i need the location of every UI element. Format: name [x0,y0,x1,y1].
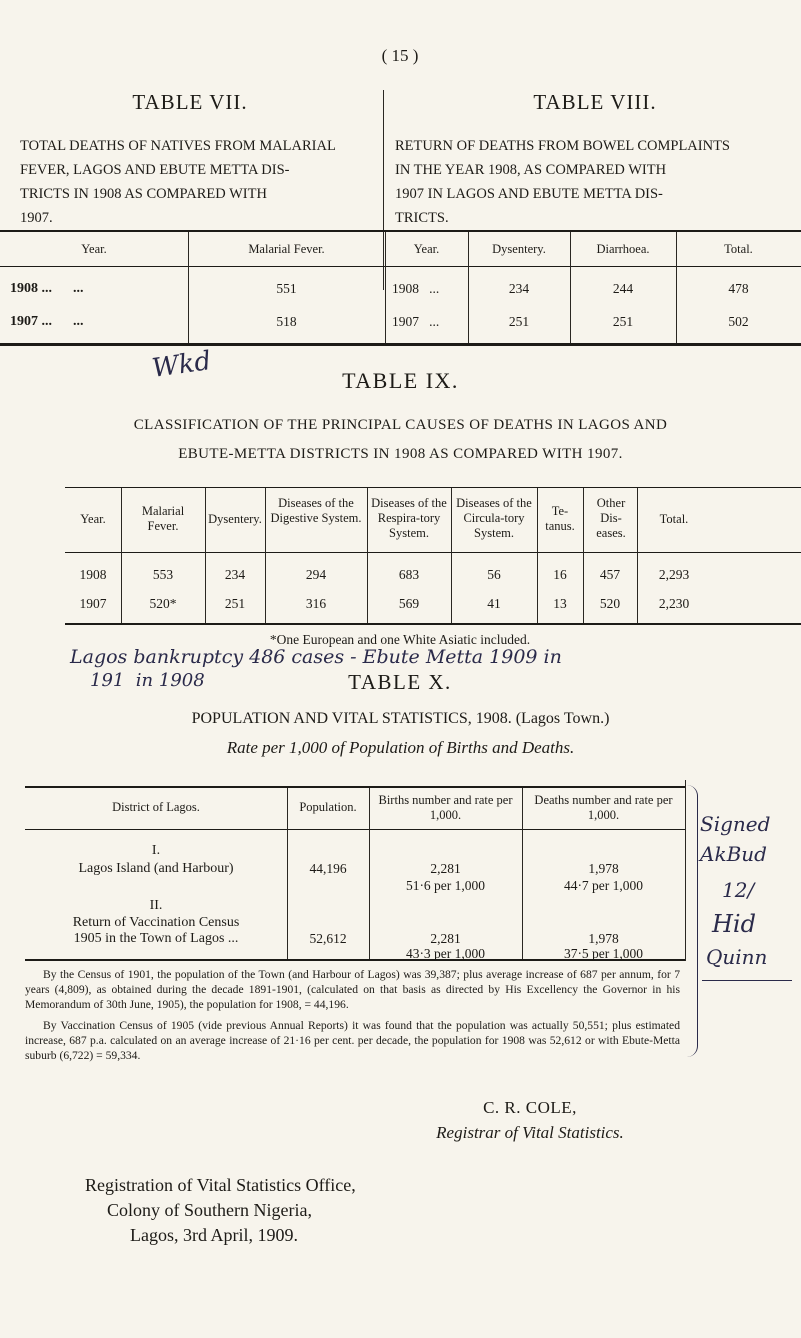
margin-note: 12/ [722,878,755,902]
table10-deaths: 1,978 [588,861,619,876]
table10-col-deaths: Deaths number and rate per 1,000. [534,793,673,822]
table10-row-num: II. [149,898,163,913]
table8-heading-line: IN THE YEAR 1908, AS COMPARED WITH [395,162,667,178]
table8-title: TABLE VIII. [533,90,657,114]
table9-cell: 520 [599,596,621,611]
table8-heading [395,134,795,230]
table9-cell: 2,293 [658,567,690,582]
table10-deaths: 1,978 [588,931,619,946]
table9-cell: 457 [599,567,621,582]
table10-deaths-rate: 44·7 per 1,000 [563,878,644,893]
table9-cell: 683 [398,567,420,582]
table9-col-circulatory: Diseases of the Circula-tory System. [456,496,532,540]
table7-col-malarial: Malarial Fever. [248,242,325,256]
table8-row-diarrhoea: 251 [612,314,634,329]
table10-row-label: 1905 in the Town of Lagos ... [73,931,239,946]
table10-row-label: Lagos Island (and Harbour) [78,861,234,876]
page-number: ( 15 ) [381,46,419,65]
table10-col-births: Births number and rate per 1,000. [378,793,513,822]
table9-cell: 13 [553,596,567,611]
table8-row-year: 1908 ... [392,281,440,296]
table9-col-malarial: Malarial Fever. [141,504,185,533]
office-line: Colony of Southern Nigeria, [107,1200,312,1220]
margin-bracket [687,785,698,1057]
table10-header-rule [25,829,685,830]
table8-row-diarrhoea: 244 [612,281,634,296]
table9-cell: 294 [305,567,327,582]
table9-cell: 2,230 [658,596,690,611]
table10-top-rule [25,786,685,788]
table8-col-year: Year. [413,242,440,256]
table-top-rule [0,230,801,232]
table10-col-district: District of Lagos. [112,800,200,814]
table8-row-total: 478 [728,281,749,296]
margin-note: Signed [700,812,771,836]
table8-row-dysentery: 234 [508,281,530,296]
table9-col-respiratory: Diseases of the Respira-tory System. [371,496,447,540]
col-divider [685,780,686,961]
table7-col-year: Year. [81,242,107,256]
table7-row-value: 551 [276,281,297,296]
table10-col-population: Population. [299,800,357,814]
table7-heading-line: TOTAL DEATHS OF NATIVES FROM MALARIAL [20,138,336,154]
handwritten-note: Lagos bankruptcy 486 cases - Ebute Metta 1909 in [70,646,562,668]
margin-note: Quinn [706,945,768,969]
table8-heading-line: RETURN OF DEATHS FROM BOWEL COMPLAINTS [395,138,731,154]
handwritten-note: Wkd [150,346,213,384]
table9-cell: 316 [305,596,327,611]
table9-bottom-rule [65,623,801,625]
section-divider [383,90,384,290]
table7-row-year: 1907 ... ... [10,314,84,329]
table9-cell: 1908 [79,567,107,582]
table8-heading-line: 1907 IN LAGOS AND EBUTE METTA DIS- [395,186,663,202]
table8-row-total: 502 [728,314,749,329]
table9-col-total: Total. [659,512,689,526]
margin-note: AkBud [700,842,767,866]
table9-cell: 553 [152,567,174,582]
table10-note: By the Census of 1901, the population of the Town (and Harbour of Lagos) was 39,387; plus average increase of 687 per annum, for 7 years (4,809), as obtained during the decade 1891-1901, (calculated on that basis as directed by His Excellency the Governor in his Memorandum of 30th June, 1905), the population for 1908, = 44,196. [25,968,680,1011]
table9-cell: 1907 [79,596,107,611]
table10-row-label: Return of Vaccination Census [72,915,240,930]
table7-row-value: 518 [276,314,297,329]
table10-births: 2,281 [430,861,461,876]
table9-heading-line: CLASSIFICATION OF THE PRINCIPAL CAUSES OF DEATHS IN LAGOS AND [133,417,668,433]
table10-note: By Vaccination Census of 1905 (vide previous Annual Reports) it was found that the population was actually 50,551; plus estimated increase, 687 p.a. calculated on an average increase of 21·16 per cent. per decade, the population for 1908 was 52,612 or with Ebute-Metta suburb (6,722) = 59,334. [25,1019,680,1062]
table-bottom-rule [0,343,801,346]
table7-row-year: 1908 ... ... [10,281,84,296]
signature-title: Registrar of Vital Statistics. [436,1123,624,1142]
table10-deaths-rate: 37·5 per 1,000 [563,946,644,961]
table9-col-dysentery: Dysentery. [208,512,262,526]
signature-name: C. R. COLE, [483,1098,577,1117]
table9-cell: 56 [487,567,501,582]
table9-col-digestive: Diseases of the Digestive System. [270,496,362,525]
table9-cell: 520* [149,596,177,611]
office-line: Registration of Vital Statistics Office, [85,1175,356,1195]
table10-subtitle-italic: Rate per 1,000 of Population of Births and Deaths. [226,738,575,757]
office-line: Lagos, 3rd April, 1909. [130,1225,298,1245]
table9-cell: 234 [224,567,246,582]
table10-births-rate: 43·3 per 1,000 [405,946,486,961]
table8-row-year: 1907 ... [392,314,440,329]
table10-row-num: I. [151,843,161,858]
table9-title: TABLE IX. [342,368,459,393]
table10-subtitle: POPULATION AND VITAL STATISTICS, 1908. (Lagos Town.) [191,710,610,727]
table8-col-total: Total. [724,242,753,256]
table7-title: TABLE VII. [132,90,248,114]
table9-col-tetanus: Te-tanus. [545,504,575,533]
handwritten-note: 191 in 1908 [90,670,205,691]
table7-heading-line: 1907. [20,210,53,226]
table7-heading-line: FEVER, LAGOS AND EBUTE METTA DIS- [20,162,290,178]
table10-title: TABLE X. [348,670,452,694]
table7-heading-line: TRICTS IN 1908 AS COMPARED WITH [20,186,267,202]
table8-heading-line: TRICTS. [395,210,449,226]
table9-header-rule [65,552,801,553]
table9-col-year: Year. [80,512,106,526]
table8-row-dysentery: 251 [508,314,530,329]
margin-rule [702,980,792,981]
table7-heading [20,134,380,230]
table8-col-dysentery: Dysentery. [492,242,546,256]
table9-cell: 41 [487,596,501,611]
table8-col-diarrhoea: Diarrhoea. [596,242,650,256]
table9-cell: 569 [398,596,420,611]
table9-top-rule [65,487,801,488]
table9-footnote: *One European and one White Asiatic included. [269,632,531,647]
table9-heading-line: EBUTE-METTA DISTRICTS IN 1908 AS COMPARED WITH 1907. [178,446,623,462]
table9-col-other: Other Dis-eases. [596,496,626,540]
table10-population: 52,612 [309,931,347,946]
table9-cell: 251 [224,596,246,611]
table-header-rule [0,266,801,267]
margin-note: Hid [712,910,756,938]
table10-births-rate: 51·6 per 1,000 [405,878,486,893]
table10-population: 44,196 [309,861,347,876]
table10-births: 2,281 [430,931,461,946]
table9-heading [0,411,801,469]
table9-cell: 16 [553,567,567,582]
